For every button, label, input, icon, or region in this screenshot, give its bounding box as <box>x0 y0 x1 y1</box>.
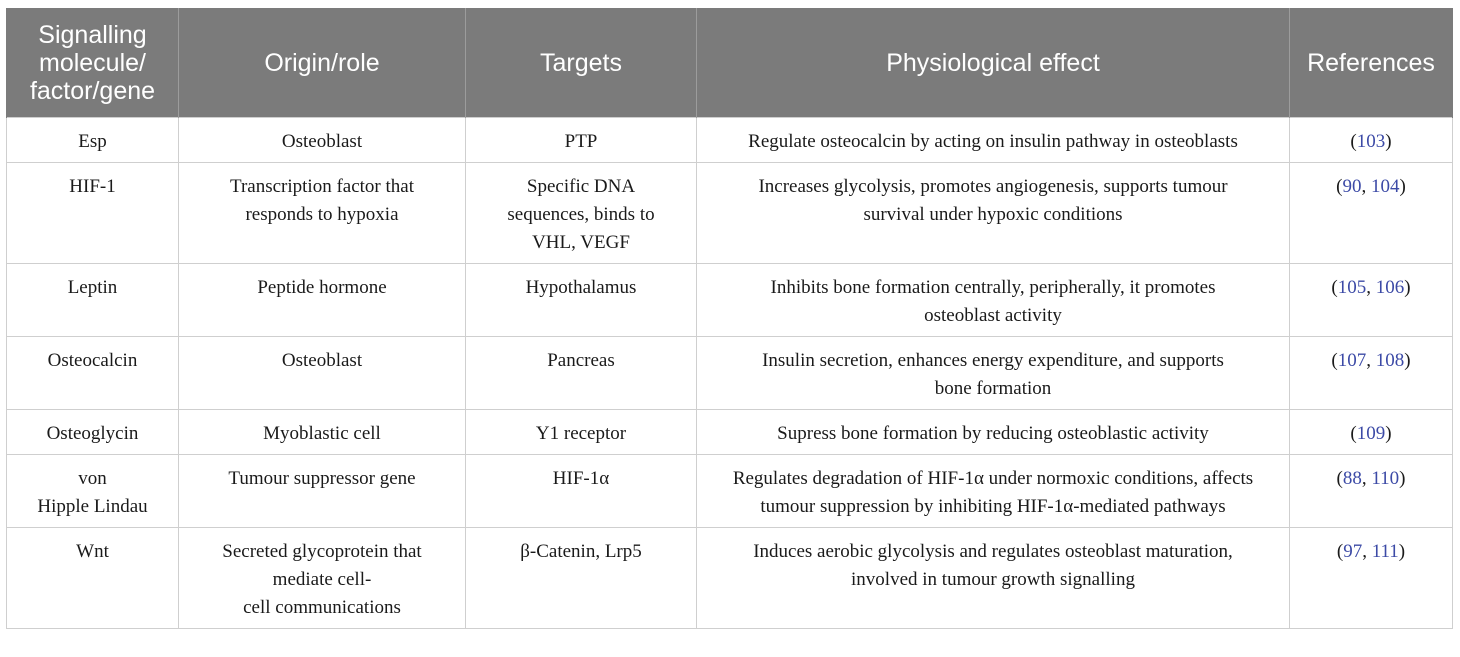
references-cell: (88, 110) <box>1290 455 1453 528</box>
cell-line: HIF-1 <box>69 176 116 197</box>
origin-cell <box>179 118 466 163</box>
cell-line: bone formation <box>934 378 1052 399</box>
cell-line: Inhibits bone formation centrally, peripherally, it promotes <box>770 277 1216 298</box>
header-origin-role <box>179 8 466 118</box>
header-line: molecule/ <box>39 48 146 77</box>
cell-line: Y1 receptor <box>535 423 627 444</box>
reference-link[interactable]: 108 <box>1375 350 1405 371</box>
cell-line: Esp <box>78 131 107 152</box>
table-row <box>7 455 1453 528</box>
header-line: Signalling <box>38 20 147 49</box>
cell-line: Regulate osteocalcin by acting on insulin pathway in osteoblasts <box>748 131 1238 152</box>
table-row <box>7 163 1453 264</box>
targets-cell <box>466 264 697 337</box>
reference-link[interactable]: 88 <box>1342 468 1362 489</box>
targets-cell <box>466 337 697 410</box>
table-body <box>7 118 1453 629</box>
targets-cell <box>466 118 697 163</box>
cell-line: Myoblastic cell <box>263 423 381 444</box>
reference-link[interactable]: 106 <box>1375 277 1405 298</box>
cell-line: Osteocalcin <box>47 350 138 371</box>
cell-line: survival under hypoxic conditions <box>863 204 1123 225</box>
targets-cell <box>466 163 697 264</box>
molecule-cell <box>7 264 179 337</box>
cell-line: Osteoblast <box>281 131 363 152</box>
cell-line: Tumour suppressor gene <box>228 468 416 489</box>
header-line: References <box>1307 48 1435 77</box>
reference-link[interactable]: 105 <box>1337 277 1367 298</box>
origin-cell <box>179 337 466 410</box>
cell-line: VHL, VEGF <box>532 232 630 253</box>
origin-cell <box>179 528 466 629</box>
table-row <box>7 410 1453 455</box>
cell-line: Peptide hormone <box>257 277 387 298</box>
cell-line: tumour suppression by inhibiting HIF-1α-mediated pathways <box>760 496 1226 517</box>
references-cell: (97, 111) <box>1290 528 1453 629</box>
cell-line: HIF-1α <box>552 468 610 489</box>
effect-cell <box>697 337 1290 410</box>
references-cell: (103) <box>1290 118 1453 163</box>
cell-line: Hypothalamus <box>525 277 637 298</box>
cell-line: Wnt <box>76 541 109 562</box>
molecule-cell <box>7 455 179 528</box>
table-row <box>7 528 1453 629</box>
header-row <box>7 8 1453 118</box>
header-signalling-molecule <box>7 8 179 118</box>
molecule-cell <box>7 410 179 455</box>
reference-link[interactable]: 97 <box>1343 541 1363 562</box>
origin-cell <box>179 410 466 455</box>
cell-line: Secreted glycoprotein that <box>222 541 422 562</box>
reference-link[interactable]: 111 <box>1371 541 1399 562</box>
references-cell: (105, 106) <box>1290 264 1453 337</box>
header-references <box>1290 8 1453 118</box>
effect-cell <box>697 118 1290 163</box>
cell-line: β-Catenin, Lrp5 <box>520 541 642 562</box>
table-row <box>7 337 1453 410</box>
targets-cell <box>466 455 697 528</box>
cell-line: Hipple Lindau <box>37 496 148 517</box>
table-row <box>7 264 1453 337</box>
molecule-cell <box>7 528 179 629</box>
cell-line: PTP <box>564 131 598 152</box>
effect-cell <box>697 455 1290 528</box>
signalling-table <box>6 8 1453 629</box>
cell-line: cell communications <box>243 597 401 618</box>
molecule-cell <box>7 337 179 410</box>
cell-line: Specific DNA <box>526 176 636 197</box>
cell-line: Leptin <box>67 277 118 298</box>
signalling-table-container <box>6 8 1452 629</box>
reference-link[interactable]: 103 <box>1356 131 1386 152</box>
cell-line: sequences, binds to <box>507 204 655 225</box>
molecule-cell <box>7 118 179 163</box>
cell-line: Pancreas <box>547 350 615 371</box>
cell-line: Transcription factor that <box>230 176 414 197</box>
references-cell: (107, 108) <box>1290 337 1453 410</box>
header-line: Physiological effect <box>886 48 1100 77</box>
origin-cell <box>179 264 466 337</box>
effect-cell <box>697 410 1290 455</box>
effect-cell <box>697 163 1290 264</box>
effect-cell <box>697 264 1290 337</box>
targets-cell <box>466 528 697 629</box>
reference-link[interactable]: 107 <box>1337 350 1367 371</box>
origin-cell <box>179 455 466 528</box>
table-row <box>7 118 1453 163</box>
cell-line: Supress bone formation by reducing osteoblastic activity <box>777 423 1209 444</box>
targets-cell <box>466 410 697 455</box>
reference-link[interactable]: 109 <box>1356 423 1386 444</box>
cell-line: Induces aerobic glycolysis and regulates osteoblast maturation, <box>753 541 1233 562</box>
references-cell: (109) <box>1290 410 1453 455</box>
cell-line: von <box>78 468 107 489</box>
cell-line: Osteoglycin <box>46 423 139 444</box>
cell-line: Insulin secretion, enhances energy expenditure, and supports <box>762 350 1224 371</box>
cell-line: Increases glycolysis, promotes angiogenesis, supports tumour <box>758 176 1228 197</box>
header-line: Targets <box>540 48 622 77</box>
header-line: Origin/role <box>264 48 380 77</box>
reference-link[interactable]: 104 <box>1371 176 1400 197</box>
cell-line: mediate cell- <box>272 569 372 590</box>
effect-cell <box>697 528 1290 629</box>
origin-cell <box>179 163 466 264</box>
header-targets <box>466 8 697 118</box>
cell-line: Regulates degradation of HIF-1α under normoxic conditions, affects <box>732 468 1254 489</box>
molecule-cell <box>7 163 179 264</box>
header-line: factor/gene <box>29 76 156 105</box>
cell-line: responds to hypoxia <box>245 204 399 225</box>
table-header <box>7 8 1453 118</box>
header-physiological-effect <box>697 8 1290 118</box>
references-cell: (90, 104) <box>1290 163 1453 264</box>
cell-line: osteoblast activity <box>924 305 1062 326</box>
reference-link[interactable]: 90 <box>1342 176 1362 197</box>
reference-link[interactable]: 110 <box>1371 468 1400 489</box>
cell-line: Osteoblast <box>281 350 363 371</box>
cell-line: involved in tumour growth signalling <box>851 569 1135 590</box>
